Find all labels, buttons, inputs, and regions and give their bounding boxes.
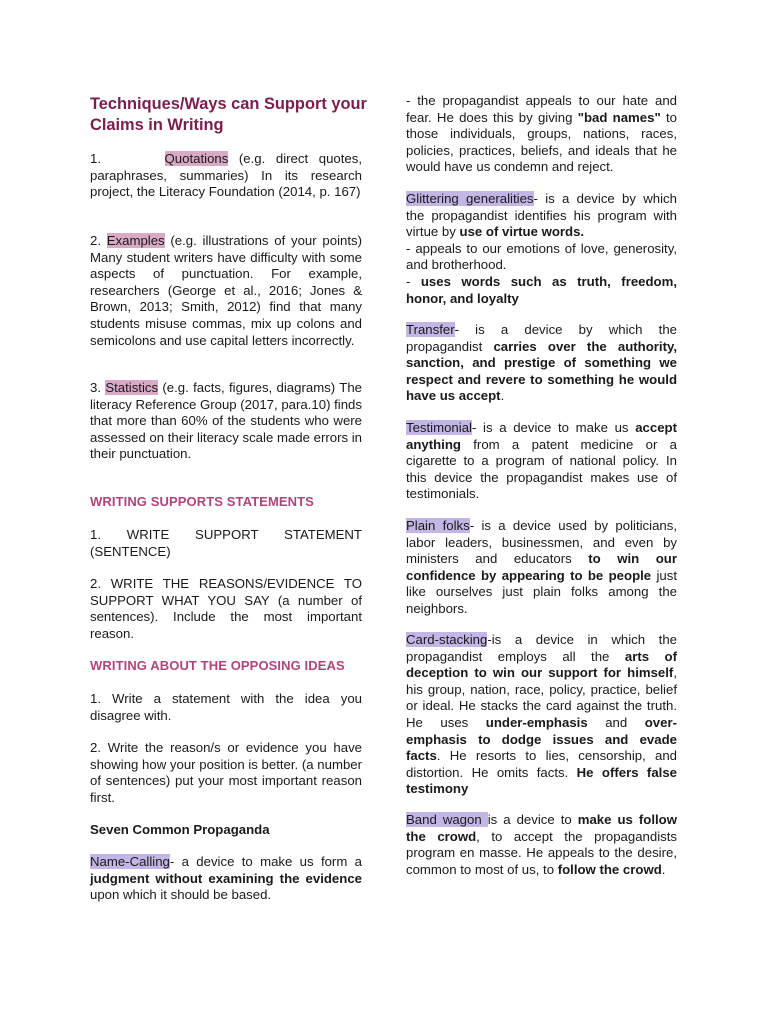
testimonial-paragraph — [406, 420, 677, 503]
quotations-text: (e.g. direct quotes, paraphrases, summaries) In its research project, the Literacy Foundation (2014, p. 167) — [90, 151, 362, 200]
propaganda-heading: Seven Common Propaganda — [90, 822, 270, 837]
card-stacking-bold-1: arts of deception to win our support for himself — [406, 648, 677, 681]
band-wagon-term: Band wagon — [406, 812, 488, 827]
statistics-number: 3. — [90, 380, 101, 395]
transfer-text: - is a device by which the propagandist — [406, 322, 677, 354]
opposing-heading: WRITING ABOUT THE OPPOSING IDEAS — [90, 658, 345, 673]
card-stacking-text: -is a device in which the propagandist employs all the — [406, 632, 677, 664]
transfer-text-end: . — [500, 388, 505, 404]
band-wagon-text: is a device to — [487, 812, 578, 827]
page-title: Techniques/Ways can Support your Claims in Writing — [90, 95, 367, 134]
card-stacking-text-3: and — [587, 714, 645, 730]
examples-text: (e.g. illustrations of your points) Many student writers have difficulty with some aspects of punctuation. For example, researchers (George et al., 2016; Jones & Brown, 2013; Smith, 2012) find that many students misuse commas, mix up colons and semicolons and use capital letters incorrectly. — [90, 233, 362, 348]
name-calling-cont-text: - the propagandist appeals to our hate and fear. He does this by giving — [406, 93, 677, 125]
name-calling-paragraph — [90, 854, 362, 904]
card-stacking-paragraph — [406, 632, 677, 798]
name-calling-continued — [406, 93, 677, 176]
examples-term: Examples — [106, 233, 165, 248]
transfer-paragraph — [406, 322, 677, 405]
statistics-text: (e.g. facts, figures, diagrams) The literacy Reference Group (2017, para.10) finds that more than 60% of the students who were assessed on their literacy scale made errors in their punctuation. — [90, 380, 362, 462]
glittering-words: uses words such as truth, freedom, honor, and loyalty — [406, 273, 677, 306]
band-wagon-bold-1: make us follow the crowd — [406, 812, 677, 844]
card-stacking-bold-2: under-emphasis — [485, 714, 588, 730]
plain-folks-paragraph — [406, 518, 677, 618]
statistics-term: Statistics — [105, 380, 159, 395]
quotations-term: Quotations — [164, 151, 229, 166]
plain-folks-text-end: just like ourselves just plain folks among the neighbors. — [406, 567, 677, 616]
supports-heading: WRITING SUPPORTS STATEMENTS — [90, 494, 314, 509]
card-stacking-bold-4: He offers false testimony — [406, 764, 677, 797]
support-step-1: 1. WRITE SUPPORT STATEMENT (SENTENCE) — [90, 527, 362, 559]
transfer-term: Transfer — [406, 322, 455, 337]
testimonial-bold: accept anything — [406, 420, 677, 452]
band-wagon-paragraph — [406, 812, 677, 878]
band-wagon-bold-2: follow the crowd — [557, 861, 662, 877]
glittering-bold: use of virtue words. — [459, 224, 585, 240]
glittering-generalities-paragraph — [406, 191, 677, 307]
testimonial-term: Testimonial — [406, 420, 472, 435]
opposing-step-1: 1. Write a statement with the idea you disagree with. — [90, 691, 362, 723]
name-calling-text: - a device to make us form a — [169, 854, 362, 869]
card-stacking-term: Card-stacking — [406, 632, 488, 647]
glittering-text: - is a device by which the propagandist identifies his program with virtue by — [406, 191, 677, 240]
glittering-dash: - — [406, 273, 421, 289]
name-calling-text-end: upon which it should be based. — [90, 887, 272, 903]
plain-folks-text: - is a device used by politicians, labor leaders, businessmen, and even by ministers and educators — [406, 518, 678, 567]
plain-folks-term: Plain folks — [406, 518, 470, 533]
statistics-paragraph — [90, 380, 362, 463]
quotations-number: 1. — [90, 151, 101, 166]
card-stacking-text-4: . He resorts to lies, censorship, and distortion. He omits facts. — [406, 748, 677, 780]
testimonial-text: - is a device to make us — [471, 420, 636, 435]
name-calling-cont-bold: "bad names" — [577, 109, 661, 125]
band-wagon-text-2: , to accept the propagandists program en masse. He appeals to the desire, common to most of us, to — [406, 828, 677, 877]
name-calling-term: Name-Calling — [90, 854, 170, 869]
band-wagon-text-3: . — [661, 861, 666, 877]
opposing-step-2: 2. Write the reason/s or evidence you have showing how your position is better. (a number of sentences) put your most important reason first. — [90, 740, 362, 805]
plain-folks-bold: to win our confidence by appearing to be people — [406, 551, 677, 583]
name-calling-bold: judgment without examining the evidence — [90, 870, 362, 886]
examples-paragraph — [90, 233, 362, 349]
glittering-term: Glittering generalities — [406, 191, 534, 206]
examples-number: 2. — [90, 233, 101, 248]
transfer-bold: carries over the authority, sanction, and prestige of something we respect and revere to something he would have us accept — [406, 338, 677, 404]
glittering-appeals: - appeals to our emotions of love, generosity, and brotherhood. — [406, 240, 677, 273]
card-stacking-bold-3: over-emphasis to dodge issues and evade facts — [406, 714, 677, 764]
name-calling-cont-text-end: to those individuals, groups, nations, races, policies, practices, beliefs, and ideals that he would have us condemn and reject. — [406, 109, 677, 175]
card-stacking-text-2: , his group, nation, race, policy, practice, belief or ideal. He stacks the card against the truth. He uses — [406, 665, 677, 730]
quotations-paragraph — [90, 151, 362, 201]
support-step-2: 2. WRITE THE REASONS/EVIDENCE TO SUPPORT WHAT YOU SAY (a number of sentences). Include the most important reason. — [90, 576, 362, 641]
testimonial-text-end: from a patent medicine or a cigarette to a program of national policy. In this device the propagandist makes use of testimonials. — [406, 436, 677, 502]
